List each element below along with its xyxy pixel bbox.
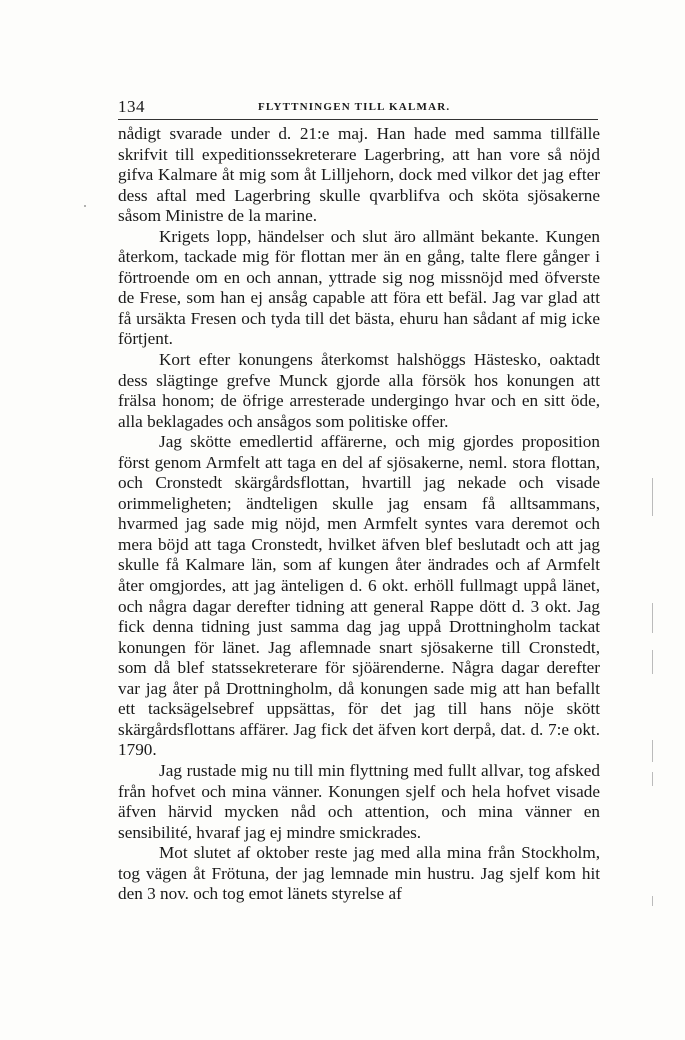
margin-mark xyxy=(652,896,653,906)
margin-mark xyxy=(652,603,653,633)
paragraph: Jag rustade mig nu till min flyttning med fullt allvar, tog afsked från hofvet och mina vänner. Konungen sjelf och hela hofvet visade äfven härvid mycken nåd och attention, och mina vänner en sensibilité, hvaraf jag ej mindre smickrades. xyxy=(118,760,600,842)
margin-mark xyxy=(652,478,653,516)
paragraph: Mot slutet af oktober reste jag med alla mina från Stockholm, tog vägen åt Frötuna, der jag lemnade min hustru. Jag sjelf kom hit den 3 nov. och tog emot länets styrelse af xyxy=(118,843,600,904)
speck xyxy=(84,205,86,207)
page-header xyxy=(118,97,598,119)
paragraph: nådigt svarade under d. 21:e maj. Han hade med samma tillfälle skrifvit till expeditionssekreterare Lagerbring, att han vore så nöjd gifva Kalmare åt mig som åt Lilljehorn, dock med vilkor det jag efter dess aftal med Lagerbring skulle qvarblifva och sköta sjösakerne såsom Ministre de la marine. xyxy=(118,124,600,226)
paragraph: Krigets lopp, händelser och slut äro allmänt bekante. Kungen återkom, tackade mig för flottan mer än en gång, talte flere gånger i förtroende om en och annan, yttrade sig nog missnöjd med öfverste de Frese, som han ej ansåg capable att föra ett befäl. Jag var glad att få ursäkta Fresen och tyda till det bästa, ehuru han sådant af mig icke förtjent. xyxy=(118,226,600,349)
margin-mark xyxy=(652,740,653,762)
margin-mark xyxy=(652,772,653,786)
paragraph: Kort efter konungens återkomst halshöggs Hästesko, oaktadt dess slägtinge grefve Munck gjorde alla försök hos konungen att frälsa honom; de öfrige arresterade undergingo hvar och en sitt öde, alla beklagades och ansågos som politiske offer. xyxy=(118,350,600,431)
running-title: FLYTTNINGEN TILL KALMAR. xyxy=(258,101,451,113)
paragraph: Jag skötte emedlertid affärerne, och mig gjordes proposition först genom Armfelt att taga en del af sjösakerne, neml. stora flottan, och Cronstedt skärgårdsflottan, hvartill jag nekade och visade orimmeligheten; ändteligen skulle jag ensam få alltsammans, hvarmed jag sade mig nöjd, men Armfelt syntes vara deremot och mera böjd att taga Cronstedt, hvilket äfven blef beslutadt och att jag skulle få Kalmare län, som af kungen åter ändrades och af Armfelt åter omgjordes, att jag änteligen d. 6 okt. erhöll fullmagt uppå länet, och några dagar derefter tidning att general Rappe dött d. 3 okt. Jag fick denna tidning just samma dag jag uppå Drottningholm tackat konungen för länet. Jag aflemnade snart sjösakerne till Cronstedt, som då blef statssekreterare för sjöärenderne. Några dagar derefter var jag åter på Drottningholm, då konungen sade mig att han befallt ett tacksägelsebref uppsättas, för det jag till hans nöje skött skärgårdsflottans affärer. Jag fick det äfven kort derpå, dat. d. 7:e okt. 1790. xyxy=(118,432,600,760)
page-number: 134 xyxy=(118,97,145,116)
body-text xyxy=(118,124,600,905)
header-rule xyxy=(118,119,598,120)
margin-mark xyxy=(652,650,653,674)
